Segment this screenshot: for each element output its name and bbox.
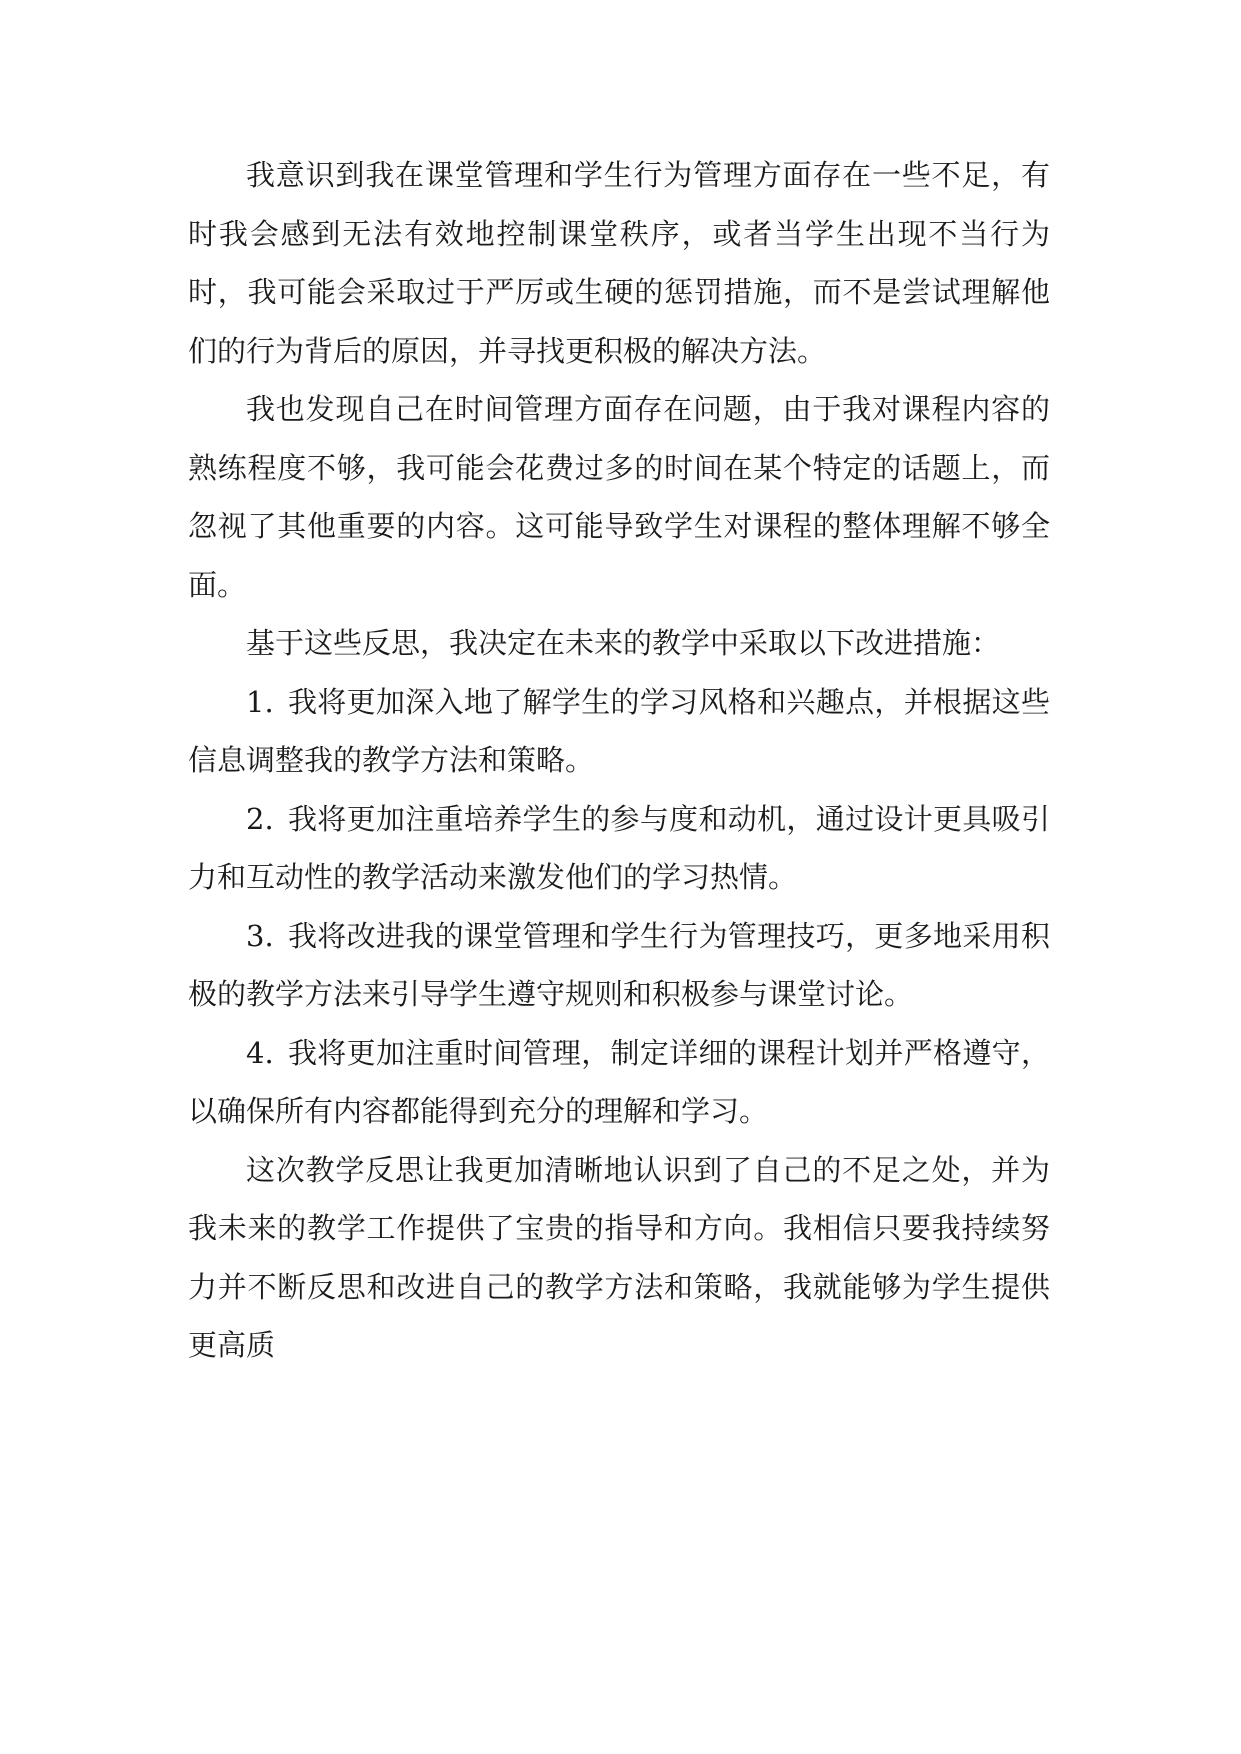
paragraph-classroom-management: 我意识到我在课堂管理和学生行为管理方面存在一些不足，有时我会感到无法有效地控制课堂秩序，或者当学生出现不当行为时，我可能会采取过于严厉或生硬的惩罚措施，而不是尝试理解他们的行为背后的原因，并寻找更积极的解决方法。	[188, 158, 1050, 368]
list-item	[188, 1024, 1050, 1141]
list-item-number: 4.	[246, 1035, 274, 1070]
paragraph-closing: 这次教学反思让我更加清晰地认识到了自己的不足之处，并为我未来的教学工作提供了宝贵的指导和方向。我相信只要我持续努力并不断反思和改进自己的教学方法和策略，我就能够为学生提供更高质	[188, 1152, 1050, 1362]
list-item	[188, 907, 1050, 1024]
list-item	[188, 673, 1050, 790]
list-item-text: 我将更加深入地了解学生的学习风格和兴趣点，并根据这些信息调整我的教学方法和策略。	[188, 684, 1050, 777]
list-item	[188, 790, 1050, 907]
list-item-number: 2.	[246, 801, 274, 836]
list-item-text: 我将改进我的课堂管理和学生行为管理技巧，更多地采用积极的教学方法来引导学生遵守规则和积极参与课堂讨论。	[188, 918, 1050, 1011]
list-item-number: 1.	[246, 684, 274, 719]
paragraph-time-management: 我也发现自己在时间管理方面存在问题，由于我对课程内容的熟练程度不够，我可能会花费过多的时间在某个特定的话题上，而忽视了其他重要的内容。这可能导致学生对课程的整体理解不够全面。	[188, 392, 1050, 602]
document-body	[188, 146, 1050, 1375]
list-item-number: 3.	[246, 918, 274, 953]
list-item-text: 我将更加注重时间管理，制定详细的课程计划并严格遵守，以确保所有内容都能得到充分的理解和学习。	[188, 1035, 1050, 1128]
list-item-text: 我将更加注重培养学生的参与度和动机，通过设计更具吸引力和互动性的教学活动来激发他们的学习热情。	[188, 801, 1050, 894]
paragraph-improvement-intro: 基于这些反思，我决定在未来的教学中采取以下改进措施：	[246, 626, 1001, 660]
